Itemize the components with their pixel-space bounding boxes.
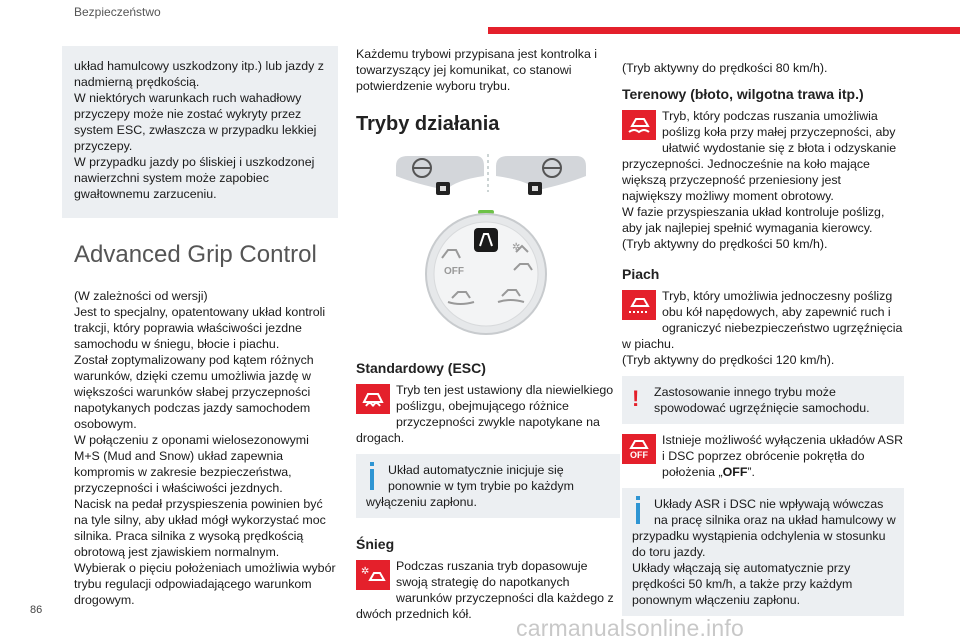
- note-line-2: W niektórych warunkach ruch wahadłowy przyczepy może nie zostać wykryty przez system ESC, zwłaszcza w przypadku lekkiej przyczepy.: [74, 91, 317, 153]
- snow-mode-text: Podczas ruszania tryb dopasowuje swoją strategię do napotkanych warunków przyczepności dla każdego z dwóch przednich kół.: [356, 559, 614, 621]
- heading-standard: Standardowy (ESC): [356, 360, 486, 376]
- standard-info-box: [356, 454, 620, 518]
- heading-sand: Piach: [622, 266, 660, 282]
- info-icon: [366, 462, 378, 494]
- heading-offroad: Terenowy (błoto, wilgotna trawa itp.): [622, 86, 864, 102]
- snow-mode-icon: [356, 560, 390, 590]
- offroad-mode-block: [622, 108, 904, 204]
- continued-note-box: [62, 46, 338, 218]
- advanced-grip-body: [62, 288, 338, 608]
- off-text-post: ”.: [747, 465, 755, 479]
- modes-intro: Każdemu trybowi przypisana jest kontrolka i towarzyszący jej komunikat, co stanowi potwierdzenie wyboru trybu.: [356, 47, 598, 93]
- para-version: (W zależności od wersji): [74, 289, 208, 303]
- off-info-text-1: Układy ASR i DSC nie wpływają wówczas na pracę silnika oraz na układ hamulcowy w przypadku wystąpienia odchylenia w stosunku do toru jazdy.: [632, 497, 896, 559]
- column-3: [622, 46, 904, 624]
- heading-snow: Śnieg: [356, 536, 395, 552]
- off-mode-icon: [622, 434, 656, 464]
- column-1: [62, 46, 338, 608]
- standard-mode-text: Tryb ten jest ustawiony dla niewielkiego poślizgu, obejmującego różnice przyczepności zwykle napotykane na drogach.: [356, 383, 614, 445]
- offroad-text: Tryb, który podczas ruszania umożliwia poślizg koła przy małej przyczepności, aby ułatwić wydostanie się z błota i odzyskanie przyczepności. Jednocześnie na koło mające większą przyczepność przeniesiony jest największy możliwy moment obrotowy.: [622, 109, 897, 203]
- warning-text: Zastosowanie innego trybu może spowodować ugrzęźnięcie samochodu.: [654, 385, 870, 415]
- off-text-bold: OFF: [722, 465, 748, 479]
- sand-speed: (Tryb aktywny do prędkości 120 km/h).: [622, 353, 835, 367]
- snow-mode-block: [356, 558, 620, 622]
- warning-icon: !: [632, 386, 640, 411]
- offroad-text-2: W fazie przyspieszania układ kontroluje poślizg, aby jak najlepiej spełnić wymagania kierowcy.: [622, 205, 885, 235]
- standard-info-text: Układ automatycznie inicjuje się ponownie w tym trybie po każdym wyłączeniu zapłonu.: [366, 463, 574, 509]
- mode-selector-dial-image: [356, 146, 620, 346]
- offroad-speed: (Tryb aktywny do prędkości 50 km/h).: [622, 237, 828, 251]
- warning-box: [622, 376, 904, 424]
- standard-mode-block: [356, 382, 620, 446]
- page-number: 86: [30, 604, 43, 616]
- off-mode-block: [622, 432, 904, 480]
- snow-speed: (Tryb aktywny do prędkości 80 km/h).: [622, 61, 828, 75]
- note-line-1: układ hamulcowy uszkodzony itp.) lub jazdy z nadmierną prędkością.: [74, 59, 324, 89]
- sand-mode-block: [622, 288, 904, 352]
- para-optimized: Został zoptymalizowany pod kątem różnych warunków, dzięki czemu umożliwia jazdę w większości warunków słabej przyczepności napotykanych podczas jazdy samochodem osobowym.: [74, 353, 314, 431]
- para-pedal: Nacisk na pedał przyspieszenia powinien być na tyle silny, aby układ mógł wykorzystać moc silnika. Praca silnika z wysoką prędkością obrotową jest zjawiskiem normalnym.: [74, 497, 326, 559]
- selector-illustration: [356, 146, 620, 346]
- note-line-3: W przypadku jazdy po śliskiej i uszkodzonej nawierzchni system może zapobiec gwałtownemu zarzuceniu.: [74, 155, 315, 201]
- off-info-text-2: Układy włączają się automatycznie przy prędkości 50 km/h, a także przy każdym ponownym włączeniu zapłonu.: [632, 561, 853, 607]
- section-heading-modes: Tryby działania: [356, 113, 500, 135]
- watermark: carmanualsonline.info: [516, 615, 744, 640]
- svg-text:✲: ✲: [512, 242, 521, 253]
- sand-text: Tryb, który umożliwia jednoczesny poślizg obu kół napędowych, aby zapewnić ruch i ograniczyć niebezpieczeństwo ugrzęźnięcia w piachu.: [622, 289, 903, 351]
- running-head: Bezpieczeństwo: [74, 5, 161, 19]
- dial-off-label: OFF: [444, 266, 464, 277]
- info-icon: [632, 496, 644, 528]
- para-selector: Wybierak o pięciu położeniach umożliwia wybór trybu regulacji odpowiadającego warunkom drogowym.: [74, 561, 336, 607]
- section-heading-advanced-grip: Advanced Grip Control: [74, 241, 317, 268]
- off-icon-label: OFF: [630, 450, 648, 460]
- svg-text:✲: ✲: [361, 566, 370, 577]
- column-2: [356, 46, 620, 622]
- mud-mode-icon: [622, 110, 656, 140]
- para-tyres: W połączeniu z oponami wielosezonowymi M+S (Mud and Snow) układ zapewnia kompromis w zakresie bezpieczeństwa, przyczepności i właściwości jezdnych.: [74, 433, 309, 495]
- para-intro: Jest to specjalny, opatentowany układ kontroli trakcji, który poprawia właściwości jezdne samochodu w śniegu, błocie i piachu.: [74, 305, 326, 351]
- off-info-box: [622, 488, 904, 616]
- sand-mode-icon: [622, 290, 656, 320]
- off-text-pre: Istnieje możliwość wyłączenia układów ASR i DSC poprzez obrócenie pokrętła do położenia „: [662, 433, 904, 479]
- header-accent-bar: [488, 27, 960, 34]
- off-mode-text: [622, 432, 904, 480]
- standard-mode-icon: [356, 384, 390, 414]
